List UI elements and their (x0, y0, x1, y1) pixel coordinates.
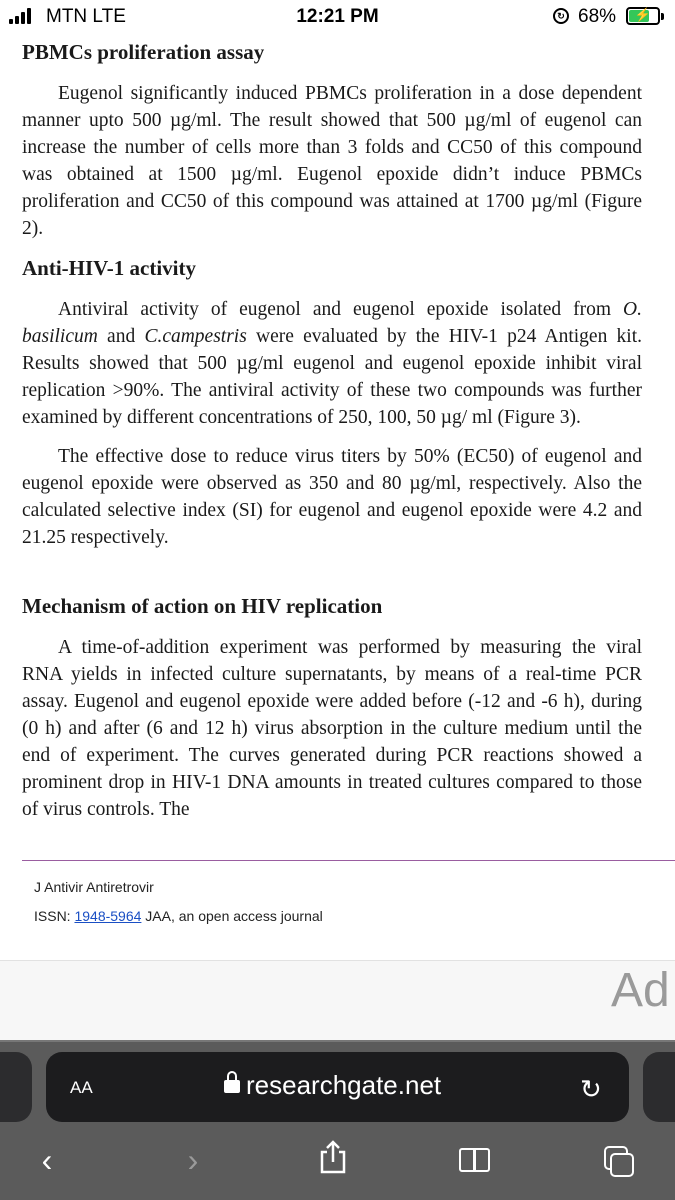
bookmarks-button[interactable] (456, 1146, 496, 1176)
previous-tab-preview[interactable] (0, 1052, 32, 1122)
url-text[interactable]: researchgate.net (246, 1070, 442, 1100)
orientation-lock-icon: ↻ (553, 8, 569, 24)
tabs-button[interactable] (600, 1146, 640, 1180)
ad-banner[interactable] (0, 960, 675, 1041)
carrier-label: MTN LTE (46, 6, 126, 27)
footer-divider (22, 860, 675, 861)
species-name: C.campestris (144, 326, 247, 347)
issn-label: ISSN: (34, 908, 75, 924)
paragraph-antiviral-activity (22, 296, 642, 431)
share-button[interactable] (308, 1140, 358, 1180)
issn-line (34, 908, 323, 924)
back-button[interactable]: ‹ (41, 1142, 53, 1178)
reader-settings-button[interactable] (70, 1072, 93, 1100)
reload-icon[interactable]: ↻ (580, 1074, 602, 1104)
battery-percentage: 68% (578, 6, 617, 27)
forward-button[interactable]: › (187, 1142, 199, 1178)
text-run: were evaluated by the HIV-1 p24 Antigen kit. Results showed that 500 µg/ml eugenol and eugenol epoxide inhibit viral replication >90%. The antiviral activity of these two compounds was further examined by different concentrations of 250, 100, 50 µg/ ml (Figure 3). (22, 326, 643, 428)
reader-settings-label: AA (70, 1078, 93, 1097)
charging-bolt-icon: ⚡ (634, 7, 652, 22)
battery-charging-icon (626, 7, 660, 25)
paragraph-proliferation: Eugenol significantly induced PBMCs proliferation in a dose dependent manner upto 500 µg/ml. The result showed that 500 µg/ml of eugenol can increase the number of cells more than 3 folds and CC50 of this compound was obtained at 1500 µg/ml. Eugenol epoxide didn’t induce PBMCs proliferation and CC50 of this compound was attained at 1700 µg/ml (Figure 2). (22, 83, 642, 239)
lock-icon (224, 1080, 240, 1093)
section-body-proliferation (22, 80, 642, 242)
next-tab-preview[interactable] (643, 1052, 675, 1122)
ad-label[interactable]: Ad (611, 964, 670, 1017)
section-heading-proliferation: PBMCs proliferation assay (22, 40, 265, 64)
paragraph-ec50: The effective dose to reduce virus titers by 50% (EC50) of eugenol and eugenol epoxide were observed as 350 and 80 µg/ml, respectively. Also the calculated selective index (SI) for eugenol and eugenol epoxide were 4.2 and 21.25 respectively. (22, 446, 642, 548)
address-bar[interactable] (46, 1052, 629, 1122)
issn-link[interactable]: 1948-5964 (74, 908, 142, 924)
status-bar (0, 0, 675, 36)
tabs-icon-front (610, 1153, 634, 1177)
battery-cap (661, 13, 664, 20)
text-run: Antiviral activity of eugenol and eugenol epoxide isolated from (58, 299, 624, 320)
bookmarks-icon (459, 1148, 475, 1172)
paragraph-time-of-addition: A time-of-addition experiment was performed by measuring the viral RNA yields in infected culture supernatants, by means of a real-time PCR assay. Eugenol and eugenol epoxide were added before (-12 and -6 h), during (0 h) and after (6 and 12 h) virus absorption in the culture medium until the end of experiment. The curves generated during PCR reactions showed a prominent drop in HIV-1 DNA amounts in treated cultures compared to those of virus controls. The (22, 637, 642, 820)
section-heading-anti-hiv: Anti-HIV-1 activity (22, 256, 196, 280)
text-run: and (97, 326, 145, 347)
browser-toolbar (0, 1040, 675, 1200)
journal-name: J Antivir Antiretrovir (34, 879, 154, 895)
share-icon (318, 1140, 348, 1174)
section-heading-mechanism: Mechanism of action on HIV replication (22, 594, 383, 618)
section-body-anti-hiv (22, 296, 642, 551)
clock: 12:21 PM (296, 6, 379, 27)
journal-note: JAA, an open access journal (141, 908, 323, 924)
bookmarks-icon-page (474, 1148, 490, 1172)
section-body-mechanism (22, 634, 642, 823)
toolbar-divider (0, 1040, 675, 1042)
species-name: O. basilicum (22, 299, 642, 347)
